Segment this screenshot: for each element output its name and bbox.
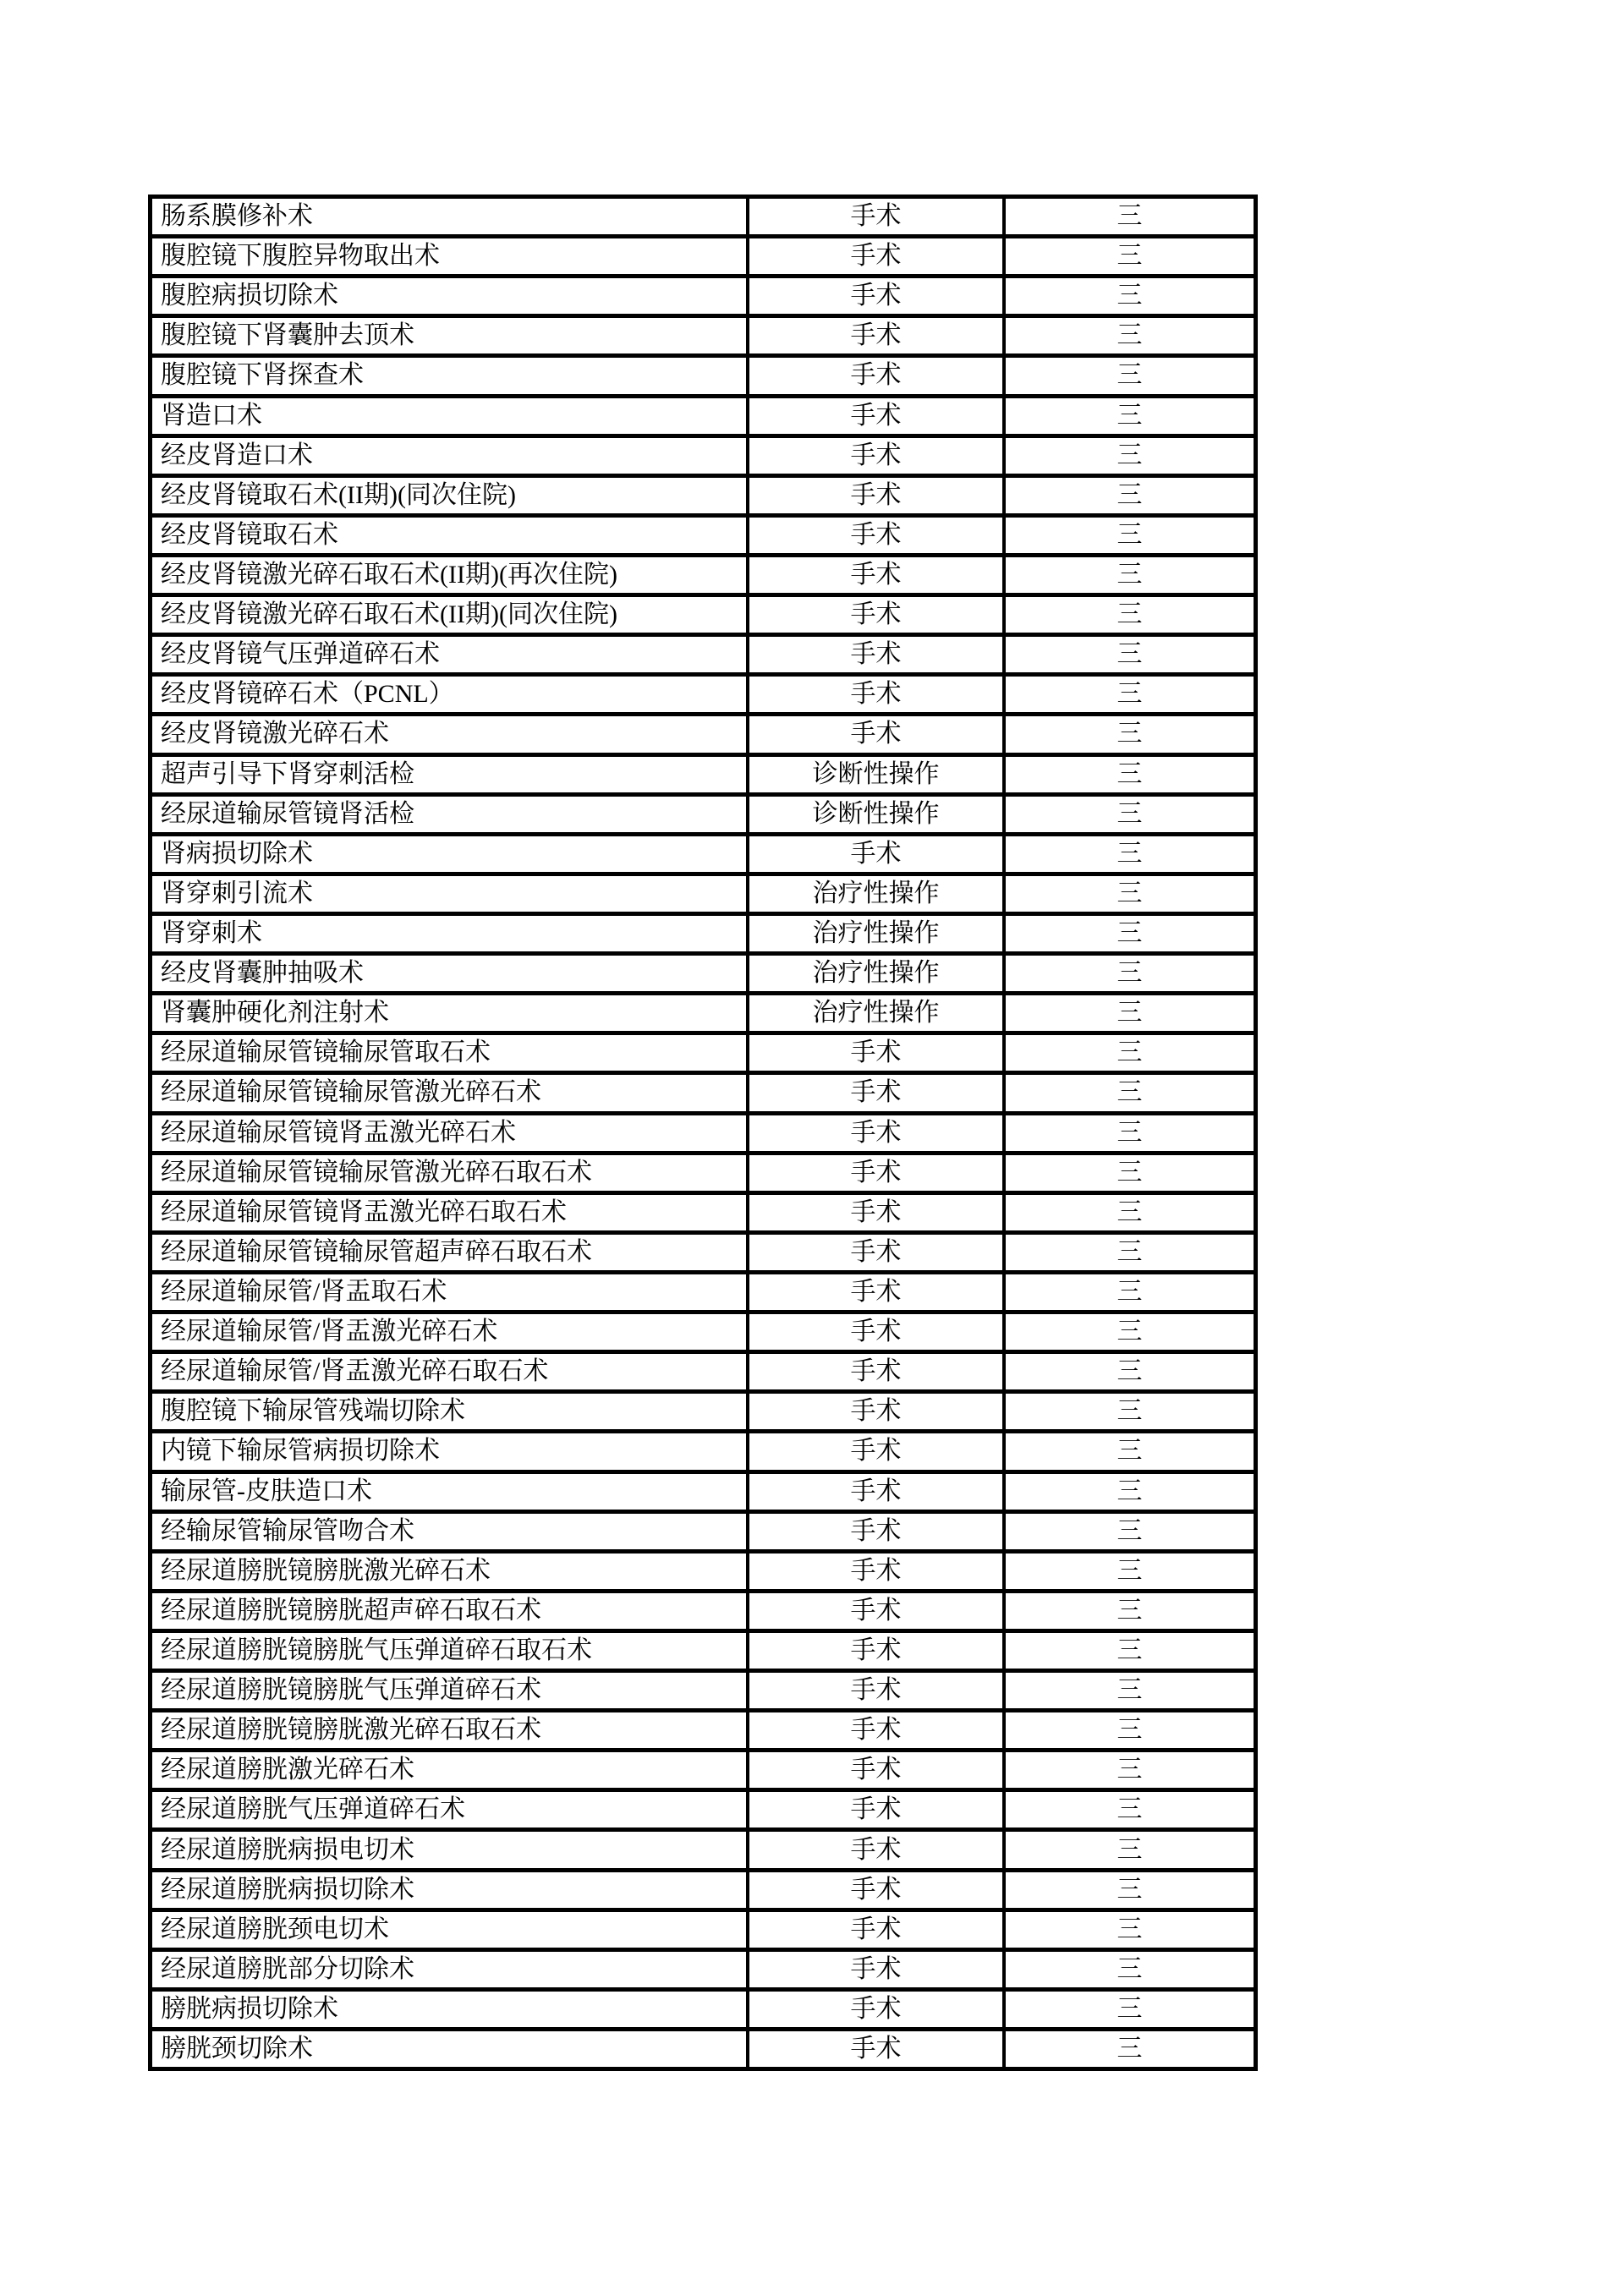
operation-type-cell: 手术 bbox=[746, 677, 1002, 712]
operation-type-cell: 手术 bbox=[746, 716, 1002, 752]
operation-type-cell: 手术 bbox=[746, 1952, 1002, 1987]
table-row bbox=[152, 1394, 1254, 1433]
operation-type-cell: 手术 bbox=[746, 518, 1002, 553]
level-cell: 三 bbox=[1002, 1832, 1254, 1867]
table-row bbox=[152, 1474, 1254, 1514]
level-cell: 三 bbox=[1002, 1115, 1254, 1151]
procedure-name-cell: 肾穿刺引流术 bbox=[161, 879, 313, 907]
procedure-name-cell: 经皮肾镜取石术 bbox=[161, 520, 338, 549]
table-row bbox=[152, 956, 1254, 995]
level-cell: 三 bbox=[1002, 1992, 1254, 2027]
procedure-name-cell: 经尿道膀胱病损切除术 bbox=[161, 1875, 414, 1904]
level-cell: 三 bbox=[1002, 518, 1254, 553]
level-cell: 三 bbox=[1002, 478, 1254, 513]
procedure-name-cell: 腹腔病损切除术 bbox=[161, 282, 338, 310]
operation-type-cell: 手术 bbox=[746, 1274, 1002, 1310]
table-row bbox=[152, 1035, 1254, 1075]
table-row bbox=[152, 438, 1254, 478]
procedure-table bbox=[148, 195, 1258, 2071]
procedure-name-cell: 经皮肾镜气压弹道碎石术 bbox=[161, 640, 440, 669]
table-row bbox=[152, 1195, 1254, 1235]
operation-type-cell: 手术 bbox=[746, 1514, 1002, 1549]
table-row bbox=[152, 1872, 1254, 1912]
procedure-name-cell: 经尿道输尿管镜肾盂激光碎石取石术 bbox=[161, 1197, 567, 1226]
procedure-name-cell: 膀胱颈切除术 bbox=[161, 2035, 313, 2063]
procedure-name-cell: 经尿道膀胱镜膀胱气压弹道碎石取石术 bbox=[161, 1636, 592, 1664]
procedure-name-cell: 膀胱病损切除术 bbox=[161, 1994, 338, 2023]
table-row bbox=[152, 1912, 1254, 1952]
procedure-name-cell: 腹腔镜下肾囊肿去顶术 bbox=[161, 321, 414, 350]
operation-type-cell: 治疗性操作 bbox=[746, 916, 1002, 951]
table-row bbox=[152, 238, 1254, 278]
table-row bbox=[152, 1274, 1254, 1314]
procedure-name-cell: 肾病损切除术 bbox=[161, 839, 313, 868]
table-row bbox=[152, 1115, 1254, 1155]
level-cell: 三 bbox=[1002, 1274, 1254, 1310]
operation-type-cell: 手术 bbox=[746, 238, 1002, 274]
procedure-name-cell: 经皮肾囊肿抽吸术 bbox=[161, 959, 364, 988]
procedure-name-cell: 经皮肾镜激光碎石取石术(II期)(同次住院) bbox=[161, 600, 617, 629]
operation-type-cell: 手术 bbox=[746, 438, 1002, 474]
table-row bbox=[152, 836, 1254, 876]
procedure-name-cell: 经皮肾镜激光碎石取石术(II期)(再次住院) bbox=[161, 561, 617, 589]
level-cell: 三 bbox=[1002, 1952, 1254, 1987]
procedure-name-cell: 经尿道输尿管/肾盂激光碎石取石术 bbox=[161, 1357, 549, 1386]
table-row bbox=[152, 1354, 1254, 1394]
level-cell: 三 bbox=[1002, 1514, 1254, 1549]
level-cell: 三 bbox=[1002, 1354, 1254, 1389]
procedure-name-cell: 经尿道膀胱镜膀胱气压弹道碎石术 bbox=[161, 1676, 541, 1705]
operation-type-cell: 手术 bbox=[746, 1235, 1002, 1270]
level-cell: 三 bbox=[1002, 1394, 1254, 1429]
operation-type-cell: 手术 bbox=[746, 1872, 1002, 1908]
operation-type-cell: 手术 bbox=[746, 1394, 1002, 1429]
level-cell: 三 bbox=[1002, 597, 1254, 633]
table-row bbox=[152, 916, 1254, 956]
level-cell: 三 bbox=[1002, 1035, 1254, 1071]
level-cell: 三 bbox=[1002, 1872, 1254, 1908]
procedure-name-cell: 经尿道膀胱镜膀胱激光碎石取石术 bbox=[161, 1716, 541, 1745]
table-row bbox=[152, 1673, 1254, 1712]
procedure-name-cell: 腹腔镜下输尿管残端切除术 bbox=[161, 1397, 465, 1426]
table-row bbox=[152, 278, 1254, 318]
operation-type-cell: 手术 bbox=[746, 1992, 1002, 2027]
table-row bbox=[152, 358, 1254, 397]
level-cell: 三 bbox=[1002, 1912, 1254, 1948]
table-row bbox=[152, 716, 1254, 756]
procedure-name-cell: 肾穿刺术 bbox=[161, 919, 262, 948]
table-row bbox=[152, 876, 1254, 916]
level-cell: 三 bbox=[1002, 637, 1254, 672]
operation-type-cell: 手术 bbox=[746, 358, 1002, 393]
table-row bbox=[152, 199, 1254, 238]
operation-type-cell: 手术 bbox=[746, 1712, 1002, 1748]
operation-type-cell: 手术 bbox=[746, 1195, 1002, 1230]
level-cell: 三 bbox=[1002, 1752, 1254, 1788]
procedure-name-cell: 经尿道输尿管镜肾盂激光碎石术 bbox=[161, 1118, 516, 1147]
procedure-name-cell: 肾囊肿硬化剂注射术 bbox=[161, 999, 389, 1027]
procedure-name-cell: 肾造口术 bbox=[161, 401, 262, 430]
table-row bbox=[152, 1075, 1254, 1115]
operation-type-cell: 手术 bbox=[746, 1792, 1002, 1827]
procedure-name-cell: 经尿道输尿管镜输尿管取石术 bbox=[161, 1038, 491, 1067]
procedure-name-cell: 肠系膜修补术 bbox=[161, 202, 313, 231]
operation-type-cell: 手术 bbox=[746, 199, 1002, 234]
level-cell: 三 bbox=[1002, 1075, 1254, 1110]
level-cell: 三 bbox=[1002, 557, 1254, 593]
procedure-name-cell: 经皮肾镜碎石术（PCNL） bbox=[161, 680, 454, 709]
procedure-name-cell: 输尿管-皮肤造口术 bbox=[161, 1477, 372, 1505]
table-row bbox=[152, 597, 1254, 637]
operation-type-cell: 手术 bbox=[746, 318, 1002, 353]
procedure-name-cell: 经尿道输尿管/肾盂取石术 bbox=[161, 1278, 447, 1306]
level-cell: 三 bbox=[1002, 2031, 1254, 2067]
table-row bbox=[152, 1832, 1254, 1871]
level-cell: 三 bbox=[1002, 1712, 1254, 1748]
operation-type-cell: 治疗性操作 bbox=[746, 995, 1002, 1031]
table-row bbox=[152, 677, 1254, 716]
operation-type-cell: 手术 bbox=[746, 1593, 1002, 1629]
level-cell: 三 bbox=[1002, 1633, 1254, 1669]
table-row bbox=[152, 1314, 1254, 1354]
table-row bbox=[152, 1633, 1254, 1673]
level-cell: 三 bbox=[1002, 1433, 1254, 1469]
level-cell: 三 bbox=[1002, 1792, 1254, 1827]
procedure-name-cell: 经尿道膀胱镜膀胱超声碎石取石术 bbox=[161, 1596, 541, 1625]
table-row bbox=[152, 557, 1254, 597]
table-row bbox=[152, 1235, 1254, 1274]
table-row bbox=[152, 1952, 1254, 1992]
table-row bbox=[152, 1593, 1254, 1633]
table-row bbox=[152, 637, 1254, 677]
procedure-name-cell: 超声引导下肾穿刺活检 bbox=[161, 759, 414, 788]
level-cell: 三 bbox=[1002, 836, 1254, 872]
operation-type-cell: 手术 bbox=[746, 1553, 1002, 1589]
operation-type-cell: 手术 bbox=[746, 1633, 1002, 1669]
operation-type-cell: 手术 bbox=[746, 278, 1002, 314]
level-cell: 三 bbox=[1002, 438, 1254, 474]
procedure-name-cell: 经尿道膀胱颈电切术 bbox=[161, 1915, 389, 1943]
operation-type-cell: 手术 bbox=[746, 1155, 1002, 1191]
level-cell: 三 bbox=[1002, 238, 1254, 274]
operation-type-cell: 手术 bbox=[746, 1673, 1002, 1708]
procedure-name-cell: 腹腔镜下腹腔异物取出术 bbox=[161, 242, 440, 271]
level-cell: 三 bbox=[1002, 318, 1254, 353]
procedure-name-cell: 经输尿管输尿管吻合术 bbox=[161, 1516, 414, 1545]
operation-type-cell: 治疗性操作 bbox=[746, 956, 1002, 991]
level-cell: 三 bbox=[1002, 716, 1254, 752]
operation-type-cell: 手术 bbox=[746, 1474, 1002, 1510]
operation-type-cell: 手术 bbox=[746, 1433, 1002, 1469]
procedure-name-cell: 经尿道膀胱镜膀胱激光碎石术 bbox=[161, 1556, 491, 1585]
table-row bbox=[152, 1553, 1254, 1593]
operation-type-cell: 手术 bbox=[746, 1354, 1002, 1389]
operation-type-cell: 诊断性操作 bbox=[746, 797, 1002, 832]
level-cell: 三 bbox=[1002, 1553, 1254, 1589]
level-cell: 三 bbox=[1002, 1314, 1254, 1350]
level-cell: 三 bbox=[1002, 199, 1254, 234]
level-cell: 三 bbox=[1002, 278, 1254, 314]
table-row bbox=[152, 1792, 1254, 1832]
table-row bbox=[152, 757, 1254, 797]
table-row bbox=[152, 1155, 1254, 1195]
operation-type-cell: 手术 bbox=[746, 1035, 1002, 1071]
level-cell: 三 bbox=[1002, 1593, 1254, 1629]
table-row bbox=[152, 1712, 1254, 1752]
table-row bbox=[152, 1514, 1254, 1553]
procedure-name-cell: 经尿道膀胱激光碎石术 bbox=[161, 1756, 414, 1784]
procedure-name-cell: 经皮肾镜取石术(II期)(同次住院) bbox=[161, 480, 516, 509]
table-row bbox=[152, 995, 1254, 1035]
operation-type-cell: 手术 bbox=[746, 1752, 1002, 1788]
level-cell: 三 bbox=[1002, 757, 1254, 792]
table-row bbox=[152, 478, 1254, 518]
operation-type-cell: 手术 bbox=[746, 1832, 1002, 1867]
procedure-name-cell: 经尿道输尿管镜输尿管激光碎石取石术 bbox=[161, 1158, 592, 1186]
operation-type-cell: 手术 bbox=[746, 637, 1002, 672]
operation-type-cell: 手术 bbox=[746, 597, 1002, 633]
operation-type-cell: 手术 bbox=[746, 1912, 1002, 1948]
table-row bbox=[152, 318, 1254, 358]
procedure-name-cell: 经皮肾造口术 bbox=[161, 441, 313, 469]
table-row bbox=[152, 1752, 1254, 1792]
procedure-name-cell: 经尿道膀胱部分切除术 bbox=[161, 1954, 414, 1983]
operation-type-cell: 手术 bbox=[746, 1314, 1002, 1350]
procedure-name-cell: 经尿道输尿管镜输尿管激光碎石术 bbox=[161, 1078, 541, 1107]
procedure-name-cell: 腹腔镜下肾探查术 bbox=[161, 361, 364, 390]
level-cell: 三 bbox=[1002, 797, 1254, 832]
table-row bbox=[152, 1992, 1254, 2031]
level-cell: 三 bbox=[1002, 358, 1254, 393]
table-row bbox=[152, 518, 1254, 557]
operation-type-cell: 手术 bbox=[746, 557, 1002, 593]
level-cell: 三 bbox=[1002, 1673, 1254, 1708]
procedure-name-cell: 经尿道膀胱病损电切术 bbox=[161, 1835, 414, 1864]
procedure-name-cell: 经尿道膀胱气压弹道碎石术 bbox=[161, 1795, 465, 1824]
level-cell: 三 bbox=[1002, 876, 1254, 912]
level-cell: 三 bbox=[1002, 1474, 1254, 1510]
level-cell: 三 bbox=[1002, 1195, 1254, 1230]
level-cell: 三 bbox=[1002, 956, 1254, 991]
operation-type-cell: 手术 bbox=[746, 2031, 1002, 2067]
procedure-name-cell: 经尿道输尿管镜肾活检 bbox=[161, 799, 414, 828]
level-cell: 三 bbox=[1002, 995, 1254, 1031]
operation-type-cell: 手术 bbox=[746, 1115, 1002, 1151]
operation-type-cell: 诊断性操作 bbox=[746, 757, 1002, 792]
procedure-name-cell: 内镜下输尿管病损切除术 bbox=[161, 1437, 440, 1466]
level-cell: 三 bbox=[1002, 398, 1254, 434]
table-row bbox=[152, 797, 1254, 836]
table-row bbox=[152, 1433, 1254, 1473]
operation-type-cell: 手术 bbox=[746, 398, 1002, 434]
level-cell: 三 bbox=[1002, 916, 1254, 951]
operation-type-cell: 治疗性操作 bbox=[746, 876, 1002, 912]
procedure-name-cell: 经皮肾镜激光碎石术 bbox=[161, 720, 389, 748]
operation-type-cell: 手术 bbox=[746, 478, 1002, 513]
operation-type-cell: 手术 bbox=[746, 836, 1002, 872]
table-row bbox=[152, 398, 1254, 438]
level-cell: 三 bbox=[1002, 1235, 1254, 1270]
level-cell: 三 bbox=[1002, 1155, 1254, 1191]
procedure-name-cell: 经尿道输尿管/肾盂激光碎石术 bbox=[161, 1318, 498, 1346]
level-cell: 三 bbox=[1002, 677, 1254, 712]
procedure-name-cell: 经尿道输尿管镜输尿管超声碎石取石术 bbox=[161, 1237, 592, 1266]
operation-type-cell: 手术 bbox=[746, 1075, 1002, 1110]
table-row bbox=[152, 2031, 1254, 2067]
